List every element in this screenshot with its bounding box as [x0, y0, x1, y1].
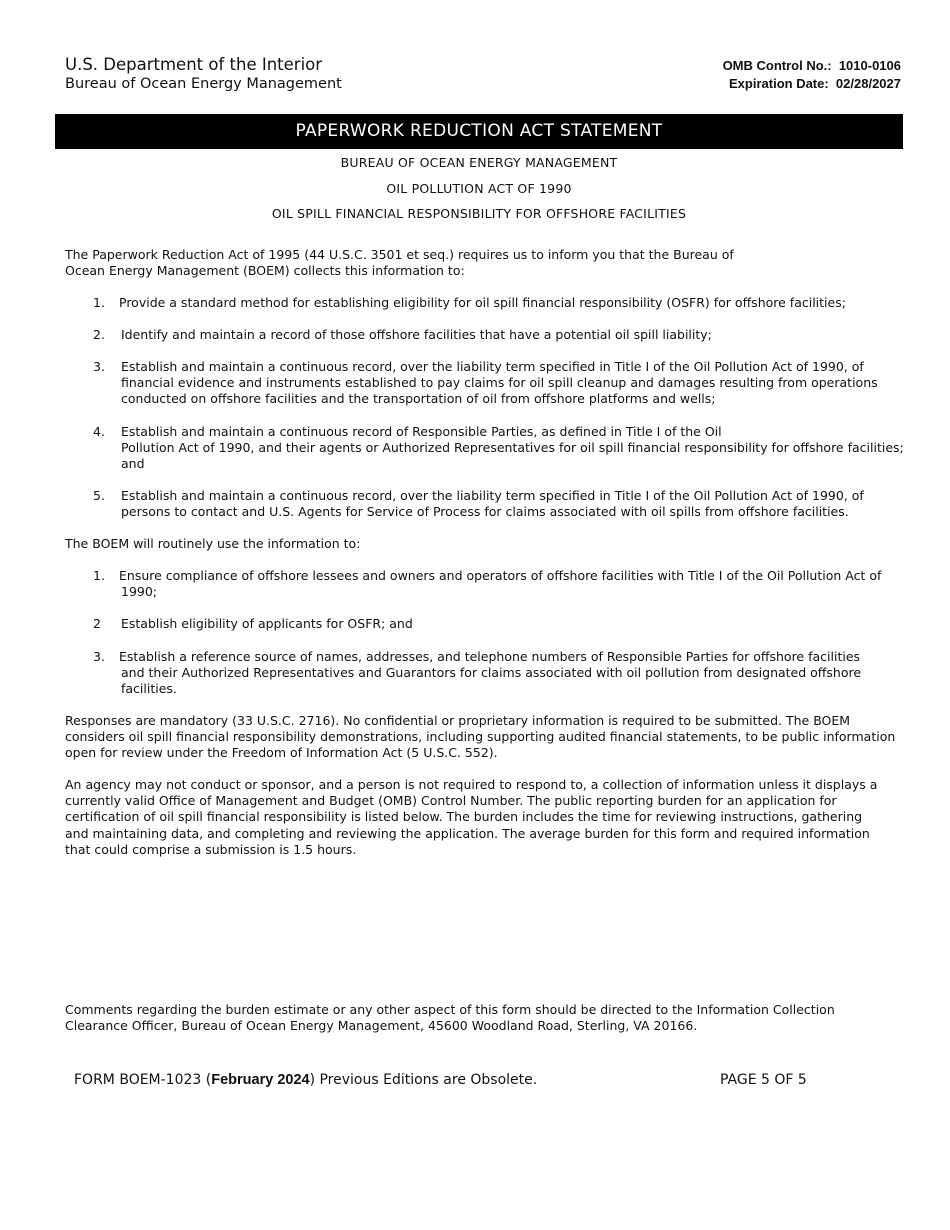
page-title-banner: PAPERWORK REDUCTION ACT STATEMENT	[55, 114, 903, 149]
list-item-number: 1.	[93, 568, 105, 583]
omb-control-block	[723, 57, 901, 93]
department-name: U.S. Department of the Interior	[65, 55, 323, 74]
list-item-line: Establish eligibility of applicants for OSFR; and	[121, 616, 413, 631]
list-item-line: conducted on offshore facilities and the transportation of oil from offshore platforms and wells;	[121, 391, 716, 407]
list-item-line: Establish and maintain a continuous record of Responsible Parties, as defined in Title I of the Oil	[121, 424, 722, 439]
responses-paragraph	[65, 713, 895, 762]
paragraph-line: considers oil spill financial responsibility demonstrations, including supporting audited financial statements, to be public information	[65, 729, 896, 745]
paragraph-line: currently valid Office of Management and Budget (OMB) Control Number. The public reporting burden for an application for	[65, 793, 837, 809]
list-item-line: Identify and maintain a record of those offshore facilities that have a potential oil spill liability;	[121, 327, 712, 342]
list-item-line: Provide a standard method for establishing eligibility for oil spill financial responsibility (OSFR) for offshore facilities;	[119, 295, 846, 310]
omb-control-number: OMB Control No.: 1010-0106	[722, 58, 901, 73]
bureau-name: Bureau of Ocean Energy Management	[65, 76, 342, 92]
form-number: FORM BOEM-1023 (	[74, 1072, 212, 1088]
list-item-line: Ensure compliance of offshore lessees and owners and operators of offshore facilities with Title I of the Oil Pollution Act of	[119, 568, 882, 583]
paragraph-line: Clearance Officer, Bureau of Ocean Energy Management, 45600 Woodland Road, Sterling, VA 20166.	[65, 1018, 698, 1034]
subheading-act: OIL POLLUTION ACT OF 1990	[386, 181, 572, 196]
form-edition-note	[74, 1071, 537, 1089]
paragraph-line: An agency may not conduct or sponsor, and a person is not required to respond to, a collection of information unless it displays a	[65, 777, 878, 792]
list-item-line: 1990;	[121, 584, 158, 600]
comments-paragraph	[65, 1002, 835, 1034]
list-item-number: 1.	[93, 295, 105, 310]
form-revision-date: February 2024	[211, 1072, 310, 1088]
list-item-line: Establish and maintain a continuous record, over the liability term specified in Title I of the Oil Pollution Act of 1990, of	[121, 488, 864, 503]
list-item-number: 3.	[93, 359, 105, 374]
paragraph-line: open for review under the Freedom of Information Act (5 U.S.C. 552).	[65, 745, 498, 761]
list-item-line: facilities.	[121, 681, 177, 697]
subheading-facilities: OIL SPILL FINANCIAL RESPONSIBILITY FOR OFFSHORE FACILITIES	[271, 206, 687, 221]
paragraph-line: Comments regarding the burden estimate or any other aspect of this form should be directed to the Information Collection	[65, 1002, 835, 1017]
list-item-line: and	[121, 456, 145, 472]
list-item-number: 4.	[93, 424, 105, 439]
list-item-number: 5.	[93, 488, 105, 503]
paragraph-line: certification of oil spill financial responsibility is listed below. The burden includes the time for reviewing instructions, gathering	[65, 809, 863, 825]
list-item-line: persons to contact and U.S. Agents for Service of Process for claims associated with oil spills from offshore facilities.	[121, 504, 849, 520]
list-item-number: 3.	[93, 649, 105, 664]
paragraph-line: Ocean Energy Management (BOEM) collects this information to:	[65, 263, 465, 279]
list-item-number: 2	[93, 616, 101, 631]
expiration-date: Expiration Date: 02/28/2027	[729, 76, 901, 91]
subheading-bureau: BUREAU OF OCEAN ENERGY MANAGEMENT	[340, 155, 618, 170]
list-item-line: financial evidence and instruments established to pay claims for oil spill cleanup and damages resulting from operations	[121, 375, 878, 391]
list-item-line: Establish a reference source of names, addresses, and telephone numbers of Responsible Parties for offshore facilities	[119, 649, 861, 664]
burden-paragraph	[65, 777, 877, 858]
paragraph-line: that could comprise a submission is 1.5 hours.	[65, 841, 357, 857]
list-item-number: 2.	[93, 327, 105, 342]
paragraph-line: and maintaining data, and completing and reviewing the application. The average burden for this form and required information	[65, 825, 870, 841]
obsolete-note: ) Previous Editions are Obsolete.	[309, 1072, 538, 1088]
paragraph-line: Responses are mandatory (33 U.S.C. 2716). No confidential or proprietary information is required to be submitted. The BOEM	[65, 713, 851, 728]
list-item-line: and their Authorized Representatives and Guarantors for claims associated with oil pollution from designated offshore	[121, 665, 862, 681]
intro-paragraph	[65, 247, 734, 279]
page-number: PAGE 5 OF 5	[720, 1072, 807, 1088]
list-item-line: Pollution Act of 1990, and their agents or Authorized Representatives for oil spill financial responsibility for offshore facilities;	[121, 440, 904, 456]
use-intro: The BOEM will routinely use the information to:	[65, 536, 361, 551]
list-item-line: Establish and maintain a continuous record, over the liability term specified in Title I of the Oil Pollution Act of 1990, of	[121, 359, 864, 374]
paragraph-line: The Paperwork Reduction Act of 1995 (44 U.S.C. 3501 et seq.) requires us to inform you that the Bureau of	[65, 247, 734, 262]
